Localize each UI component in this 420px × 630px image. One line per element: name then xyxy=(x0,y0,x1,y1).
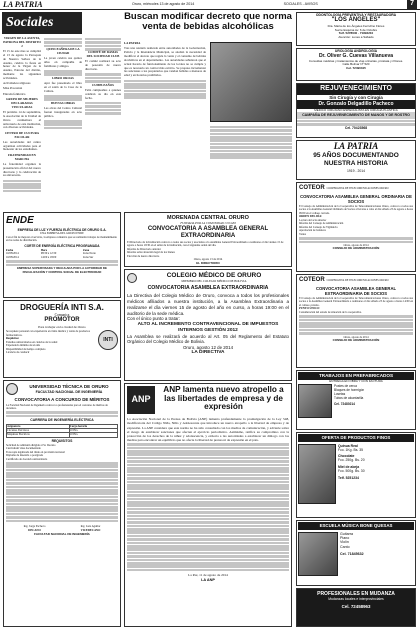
productos-item-1-price: Fco. 1Kg. Bs. 35 xyxy=(338,447,364,452)
morenada-sub: FUNDADA POR LA COMUNIDAD COCANI xyxy=(180,220,236,225)
ad-escuela-musica xyxy=(296,520,416,586)
productos-item-3-price: Fco. 500g. Bs. 30 xyxy=(338,468,365,473)
colegio-extra: La Asamblea se realizará de acuerdo al Art. 05 del Reglamento del Estatuto Orgánico del Colegio Médico de Bolivia. xyxy=(127,333,289,345)
rejuv-promo: CAMPAÑA DE REJUVENECIMIENTO DE MANOS Y DE ROSTRO xyxy=(297,112,415,118)
rejuv-phone: Cel. 70423568 xyxy=(344,126,368,131)
patria-ann-since: 1919 - 2014 xyxy=(346,168,366,173)
colegio-agenda: ALTO AL INCREMENTO CONTRAVENCIONAL DE IMPUESTOS INTERNOS GESTIÓN 2012 xyxy=(137,321,279,333)
colegio-body: La Directiva del Colegio Médico de Oruro, convoca a todos los profesionales médicos afiliados a nuestra institución, a la Asamblea Extraordinaria a realizarse el día viernes 15 de agosto del año en curso, a horas 19:00 en el auditorio de la sede médica. xyxy=(127,293,289,316)
decreto-headline: Buscan modificar decreto que norma venta de bebidas alcohólicas xyxy=(124,11,292,32)
coteor1-conv: CONVOCATORIA ASAMBLEA GENERAL ORDINARIA DE SOCIOS xyxy=(300,193,412,204)
odonto-phone: Telf. 5278640 - 71894210 xyxy=(338,31,374,36)
urologo-doc: Dr. Oliver G. Cuevas Villanueva xyxy=(318,53,394,60)
coteor1-brand: COTEOR xyxy=(299,185,325,191)
productos-item-2-price: Fco. 250g. Bs. 20 xyxy=(338,458,365,463)
morenada-agenda-3: Elección de nuevo directorio xyxy=(127,254,160,258)
colegio-agenda-lead: Con el único punto a tratar: xyxy=(127,316,180,322)
productos-phone: Telf. 5251234 xyxy=(338,476,359,480)
ende-notice: Con el fin de mejorar el servicio, la empresa comunica que se realizarán trabajos de mantenimiento en las redes de distribución. xyxy=(6,235,118,243)
coteor1-sign: CONSEJO DE ADMINISTRACIÓN xyxy=(332,246,380,251)
ende-company: EMPRESA DE LUZ Y FUERZA ELÉCTRICA DE ORURO S.A. xyxy=(17,227,107,232)
trabajos-sub: ENTREGA EN OBRA Y CON FACTURA xyxy=(329,378,383,383)
coteor2-point: Consideración del estado de situación de la cooperativa. xyxy=(299,310,362,314)
coteor2-point-title: PUNTO ÚNICO: xyxy=(299,307,320,311)
productos-item-2-name: Chocolate xyxy=(338,454,355,458)
escuela-item-1: Guitarra xyxy=(340,531,353,536)
anp-body: La Asociación Nacional de la Prensa de Bolivia (ANP) lamenta profundamente la promulgación de la Ley 548, modificatoria del Código Niña, Niño y Adolescente que introduce un nuevo atropello a la libertad de empresa y de expresión. La ANP considera que esta norma no ha sido consultada con los medios de comunicación, y advierte sobre el riesgo de establecer sanciones que afecten el ejercicio periodístico. Asimismo, ratifica su compromiso con la protección de los derechos de la niñez y adolescencia, y exhorta a las autoridades a establecer un diálogo con los medios para encontrar un equilibrio que no afecte la libertad de prensa ni de expresión en el país. xyxy=(127,417,289,443)
odonto-address: Sucre Esquina Av. 6 de Octubre xyxy=(334,27,378,32)
drogueria-req-4: Licencia de conducir xyxy=(6,351,30,355)
escuela-photo xyxy=(298,532,338,576)
coteor2-brand: COTEOR xyxy=(299,277,325,283)
escuela-item-4: Canto xyxy=(340,544,350,549)
uni-table: Asignatura Carga horaria Circuitos Eléctricos 10 Hrs. Máquinas Eléctricas 10 Hrs. xyxy=(6,424,118,438)
urologo-phone: Cel. 72490315 xyxy=(346,66,366,70)
drogueria-req-1: Estudios universitarios en ciencias de la salud xyxy=(6,340,58,344)
urologo-body: Consultas médicas y tratamientos de vías urinarias, próstata y riñones. xyxy=(308,58,404,63)
coteor1-agenda-5: Varios xyxy=(299,232,307,236)
medical-seal-icon xyxy=(127,273,137,283)
patria-ann-sub: 95 AÑOS DOCUMENTANDO NUESTRA HISTORIA xyxy=(313,152,399,168)
centro-body: Las autoridades del centro organizan actividades para el bienestar de los estudiantes. xyxy=(3,139,41,152)
ad-odontologia xyxy=(296,12,416,46)
centro-title: CENTRO DE CULTURA ESCOLAR xyxy=(4,130,40,139)
uni-table-title: CARRERA DE INGENIERÍA ELÉCTRICA xyxy=(30,418,94,423)
odonto-schedule: Atención: Lunes a Sábado xyxy=(338,35,374,39)
ong-title: GRUPO DE MUJERES DECLARADAS VINCULADAS xyxy=(6,96,38,109)
anp-headline: ANP lamenta nuevo atropello a las libertades de empresa y de expresión xyxy=(163,385,284,412)
odonto-title: ODONTOLOGÍA PREVENTIVA Y RESTAURADORA xyxy=(315,13,397,17)
rejuv-body: MÉDICO CIRUJANO ESPECIALISTA EN CIRUGÍA PLÁSTICA xyxy=(314,107,398,112)
escuela-item-2: Piano xyxy=(340,535,350,540)
page-header xyxy=(0,0,420,10)
social-column-3 xyxy=(85,37,121,210)
ad-coteor-extraordinaria xyxy=(296,274,416,368)
decreto-article-col1 xyxy=(124,42,206,210)
morenada-sign: EL DIRECTORIO xyxy=(196,260,220,265)
trabajos-phone: Cel. 72480214 xyxy=(334,402,355,407)
ad-universidad-tecnica xyxy=(3,380,121,627)
ad-profesionales-mudanza xyxy=(296,588,416,627)
trabajos-title: TRABAJOS EN PREFABRICADOS xyxy=(298,372,414,380)
escuela-title: ESCUELA MÚSICA BONE QUESAS xyxy=(298,522,414,530)
coteor2-date: Oruro, agosto de 2014 xyxy=(343,335,369,339)
anp-date: La Paz, 11 de agosto de 2014 xyxy=(188,573,228,578)
virgen-body: El 15 de este mes se cumplirá el 13 de agosto la Parroquia de Nuestra Señora de la Asunta, celebra la fiesta en honor de la Virgen de la Asunta, Patrona del distrito, mediante las siguientes actividades. xyxy=(3,48,41,80)
profesionales-body: Mudanzas locales e interprovinciales xyxy=(328,597,384,602)
coteor1-agenda-2: Informe del Consejo de Administración xyxy=(299,222,344,226)
virgen-event-1: Actividades religiosas xyxy=(3,81,31,86)
obras-body: Las obras del Centro Cultural fueron inauguradas en acto público. xyxy=(44,106,82,118)
uni-req-title: REQUISITOS xyxy=(51,439,73,444)
ad-drogueria-inti xyxy=(3,300,121,378)
drogueria-req-title: Requisitos: xyxy=(6,337,20,341)
ad-oferta-productos xyxy=(296,432,416,518)
header-section: SOCIALES - AVISOS xyxy=(283,2,318,7)
quince-body: La joven celebró sus quince años en compañía de familiares y amigos. xyxy=(44,56,82,68)
ad-la-patria-95 xyxy=(296,140,416,180)
section-label: Sociales xyxy=(2,12,82,34)
urologo-address: Calle Bolívar Nº 520 xyxy=(342,62,370,67)
libro-body: Ayer fue presentado el libro en el salón de la Casa de la Cultura. xyxy=(44,81,82,93)
obras-title: BUENAS OBRAS xyxy=(51,100,75,105)
masthead-logo: LA PATRIA xyxy=(3,0,43,9)
header-date: Oruro, miércoles 13 de agosto de 2014 xyxy=(131,2,195,7)
cumple-body: Feliz cumpleaños a quienes celebran su día en esta fecha. xyxy=(85,87,121,100)
coteor2-body: El Consejo de Administración de la Cooperativa de Telecomunicaciones Oruro, convoca a todos sus socios a la Asamblea General Extraordinaria a realizarse el día sábado 23 de agosto a horas 14:00 en el coliseo cerrado. xyxy=(299,297,413,307)
ende-table: Fecha Hora Zona 16/08/2014 08:30 a 12:30 Zona Norte 16/08/2014 14:00 a 18:00 Zona Sur xyxy=(6,248,96,259)
odonto-name: "LOS ÁNGELES" xyxy=(331,17,381,24)
coteor1-agenda-1: Lectura del acta anterior xyxy=(299,218,327,222)
virgen-event-3: Entrada folklórica xyxy=(3,91,26,96)
drogueria-promo: PROMOTOR xyxy=(44,317,80,324)
libro-title: LIBRO OROAS xyxy=(52,75,74,80)
coteor2-sub: COOPERATIVA DE TELECOMUNICACIONES ORURO xyxy=(326,279,389,283)
uni-sign1: Ing. Jorge Pacheco xyxy=(23,524,46,529)
colegio-sign: LA DIRECTIVA xyxy=(191,350,225,356)
coteor1-agenda-3: Informe del Consejo de Vigilancia xyxy=(299,225,338,229)
uni-req-1: Solicitud de admisión dirigida al Sr. Decano xyxy=(6,443,56,447)
patria-ann-title: LA PATRIA xyxy=(333,141,379,151)
uni-footer: FACULTAD NACIONAL DE INGENIERÍA xyxy=(34,532,90,537)
university-seal-icon xyxy=(6,383,18,395)
morenada-body: El Directorio de la Institución convoca a todos sus socios y asociados a la Asamblea General Extraordinaria a realizarse el día viernes 15 de agosto a horas 19:30 en el salón de la institución, con el siguiente orden del día. xyxy=(127,240,284,248)
ende-sub: UNA EMPRESA DEL GRUPO ENDE xyxy=(40,231,84,235)
colegio-date: Oruro, agosto 12 de 2014 xyxy=(182,344,234,350)
trabajos-item-2: Bloques de hormigón xyxy=(334,388,365,393)
ad-ende xyxy=(3,212,121,298)
cumple-title: CUMPLEAÑOS xyxy=(91,82,114,87)
ad-morenada-central xyxy=(124,212,292,267)
uni-sign1-role: DECANO xyxy=(28,527,41,532)
page-number: 7 xyxy=(407,0,417,9)
productos-item-3-name: Miel de abeja xyxy=(338,464,360,469)
uni-body: La Facultad Nacional de Ingeniería convoca a profesionales para el concurso de méritos de docentes. xyxy=(6,403,108,410)
coteor1-sub: COOPERATIVA DE TELECOMUNICACIONES ORURO xyxy=(326,187,389,191)
anp-logo-icon: ANP xyxy=(127,386,155,414)
uni-req-5: Certificado de docencia universitaria xyxy=(6,457,48,461)
decreto-article-col2 xyxy=(210,125,292,210)
productos-item-1-name: Quinua Real xyxy=(338,443,358,448)
drogueria-sub: Comunica xyxy=(54,313,70,317)
trabajos-photo xyxy=(298,384,332,418)
uni-sub: FACULTAD NACIONAL DE INGENIERÍA xyxy=(35,389,103,394)
uni-conv-title: CONVOCATORIA A CONCURSO DE MÉRITOS xyxy=(14,396,110,402)
drogueria-req-2: Experiencia mínima de un año xyxy=(6,344,41,348)
social-column-2 xyxy=(44,37,82,210)
drogueria-req-3: Disponibilidad de tiempo completo xyxy=(6,347,46,351)
rejuv-sub: Sin Cirugía y con Cirugía xyxy=(329,94,383,100)
escuela-item-3: Violín xyxy=(340,540,349,545)
uni-title: UNIVERSIDAD TÉCNICA DE ORURO xyxy=(29,383,109,389)
trabajos-item-4: Tubos de alcantarilla xyxy=(334,396,364,401)
comite-body: El comité realizará su acto de posesión de nuevo directorio. xyxy=(85,59,121,72)
quince-title: QUINCEAÑERA DE LA CIUDAD xyxy=(46,46,80,55)
uni-sign2-role: VICEDECANO xyxy=(80,527,101,532)
uni-req-3: Fotocopia legalizada del título en provisión nacional xyxy=(6,450,65,454)
morenada-conv: CONVOCATORIA A ASAMBLEA GENERAL EXTRAORDINARIA xyxy=(147,225,269,240)
coteor1-agenda-title: ORDEN DEL DÍA: xyxy=(299,215,323,219)
drogueria-title: DROGUERÍA INTI S.A. xyxy=(20,303,104,312)
drogueria-body: Se requiere personal con experiencia en visita médica y venta de productos farmacéuticos. xyxy=(6,330,90,337)
coteor1-body: El Consejo de Administración de la Cooperativa de Telecomunicaciones Oruro, convoca a todos sus socios a la Asamblea General Ordinaria de Socios a llevarse a cabo el día sábado 23 de agosto a horas 09:00 en el coliseo cerrado. xyxy=(299,205,413,215)
colegio-title: COLEGIO MÉDICO DE ORURO xyxy=(166,272,262,279)
drogueria-promo-sub: Para trabajar en la ciudad de Oruro xyxy=(38,324,86,329)
decreto-body: Tras una reunión realizada entre autoridades de la Gobernación, Policía y la Intendencia Municipal, se analizó la necesidad de modificar el decreto que regula la venta y el consumo de bebidas alcohólicas en el departamento. Las autoridades señalaron que el actual horario de funcionamiento de los locales no se cumple y que es necesario un control más estricto. Se propuso incrementar las sanciones a los propietarios que vendan bebidas a menores de edad y en horarios prohibidos. xyxy=(124,46,206,78)
uni-sign2: Ing. Luis Aguilar xyxy=(80,524,101,529)
morenada-date: Oruro, agosto 13 de 2014 xyxy=(193,258,223,262)
escuela-phone: Cel. 71845632 xyxy=(340,552,364,557)
colegio-conv: CONVOCATORIA ASAMBLEA EXTRAORDINARIA xyxy=(147,285,269,292)
ende-logo: ENDE xyxy=(6,215,34,226)
ad-rejuvenecimiento xyxy=(296,83,416,138)
morenada-agenda-2: Informe sobre situación legal de los bienes xyxy=(127,251,175,255)
trabajos-item-3: Losetas xyxy=(334,392,346,397)
coteor2-conv: CONVOCATORIA ASAMBLEA GENERAL EXTRAORDINARIA DE SOCIOS xyxy=(315,285,397,296)
ong-body: El próximo 14 de septiembre, la Asociación de la Unidad de Oruro conmemora el aniversario de esta institución, con diversas actividades. xyxy=(3,109,41,130)
colegio-sub: MIEMBRO DEL COLEGIO MÉDICO DE BOLIVIA xyxy=(181,279,247,284)
rejuv-title: REJUVENECIMIENTO xyxy=(297,84,415,95)
virgen-title: VIRGEN DE LA ASUNTA, PATRONA DEL DISTRITO 2 xyxy=(3,37,41,48)
uni-req-4: Diploma de maestría o postgrado xyxy=(6,454,44,458)
rejuv-doc: Dr. Gonzalo Delgadillo Pacheco xyxy=(297,100,415,108)
ende-footer: EMPRESA SUPERVISADA Y REGULADA POR LA AUTORIDAD DE FISCALIZACIÓN Y CONTROL SOCIAL DE ELECTRICIDAD xyxy=(17,265,107,274)
ad-coteor-ordinaria xyxy=(296,182,416,272)
fraternidad-title: FRATERNIDAD EN MARCHA xyxy=(8,152,36,161)
fraternidad-body: La fraternidad organiza la presentación oficial del nuevo directorio y la celebración de su aniversario. xyxy=(3,161,41,178)
productos-title: OFERTA DE PRODUCTOS FINOS xyxy=(298,434,414,442)
virgen-event-2: Misa Procesión xyxy=(3,86,23,91)
social-column-1 xyxy=(3,37,41,210)
trabajos-item-1: Postes de cerca xyxy=(334,384,357,389)
coteor2-sign: CONSEJO DE ADMINISTRACIÓN xyxy=(332,338,380,343)
profesionales-phone: Cel. 72458963 xyxy=(341,603,371,609)
coteor1-date: Oruro, agosto de 2014 xyxy=(343,243,369,247)
ad-colegio-medico xyxy=(124,269,292,381)
decreto-kicker: LA PATRIA xyxy=(124,42,141,45)
ad-urologia xyxy=(296,48,416,81)
decreto-photo xyxy=(210,42,292,122)
comite-title: COMITÉ DE DAMAS DEL SOCIEDAD CLUB xyxy=(86,50,120,59)
morenada-title: MORENADA CENTRAL ORURO xyxy=(167,215,249,221)
ende-schedule-title: CORTE DE ENERGÍA ELÉCTRICA PROGRAMADA xyxy=(24,243,100,248)
uni-req-2: Curriculum vitae documentado xyxy=(6,447,41,451)
coteor1-agenda-4: Aprobación de balances xyxy=(299,229,326,233)
ad-trabajos-prefabricados xyxy=(296,370,416,430)
profesionales-title: PROFESIONALES EN MUDANZA xyxy=(317,591,395,597)
inti-logo-icon: INTI xyxy=(98,330,118,350)
odonto-doc: Dra. María de los Ángeles Ferrufino Flores xyxy=(327,23,385,28)
urologo-title: UROLOGÍA ANDROLOGÍA xyxy=(334,49,378,53)
productos-photo xyxy=(298,444,336,504)
morenada-agenda-1: Informe de Directorio anterior xyxy=(127,247,161,251)
ad-anp-statement xyxy=(124,383,292,627)
anp-sign: LA ANP xyxy=(201,577,215,582)
